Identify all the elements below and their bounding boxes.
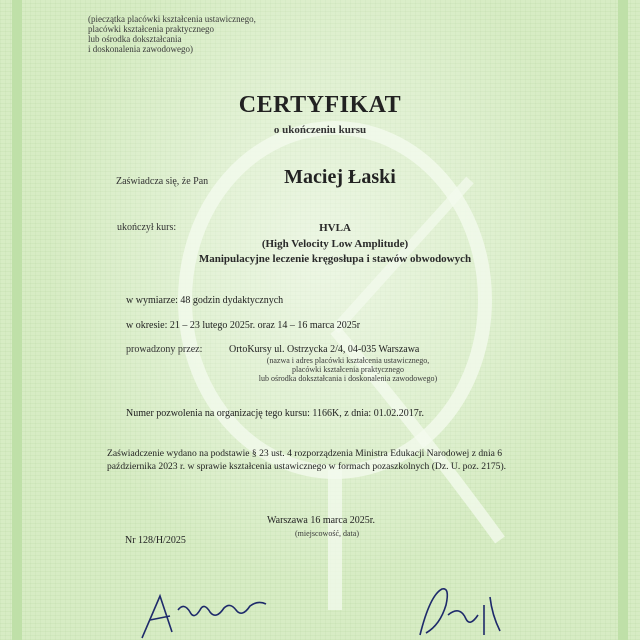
school-caption-line: lub ośrodka dokształcania <box>88 34 182 44</box>
period-line: w okresie: 21 – 23 lutego 2025r. oraz 14 – 16 marca 2025r <box>126 320 361 331</box>
completed-label: ukończył kurs: <box>117 222 177 233</box>
organizer-value: OrtoKursy ul. Ostrzycka 2/4, 04-035 Warszawa <box>229 344 420 355</box>
organizer-caption-line: (nazwa i adres placówki kształcenia ustawicznego, <box>266 356 430 365</box>
organizer-caption-line: placówki kształcenia praktycznego <box>292 365 404 374</box>
legal-basis-line: Zaświadczenie wydano na podstawie § 23 ust. 4 rozporządzenia Ministra Edukacji Narodowej z dnia 6 <box>107 448 503 459</box>
course-full-name: (High Velocity Low Amplitude) <box>261 238 409 250</box>
certificate-number: Nr 128/H/2025 <box>125 535 186 546</box>
place-date: Warszawa 16 marca 2025r. <box>267 515 376 526</box>
organizer-caption-line: lub ośrodka dokształcania i doskonalenia zawodowego) <box>258 374 438 383</box>
school-caption <box>88 14 256 54</box>
right-signature <box>400 575 510 640</box>
organizer-label: prowadzony przez: <box>126 344 203 355</box>
school-caption-line: (pieczątka placówki kształcenia ustawicznego, <box>88 14 256 24</box>
course-description: Manipulacyjne leczenie kręgosłupa i stawów obwodowych <box>198 253 472 265</box>
school-caption-line: placówki kształcenia praktycznego <box>88 24 214 34</box>
organizer-caption <box>0 356 640 383</box>
place-date-caption: (miejscowość, data) <box>295 529 359 538</box>
left-signature <box>120 580 280 640</box>
certificate-subtitle: o ukończeniu kursu <box>273 124 367 136</box>
permit-line: Numer pozwolenia na organizację tego kursu: 1166K, z dnia: 01.02.2017r. <box>126 408 424 419</box>
legal-basis-line: października 2023 r. w sprawie kształcenia ustawicznego w formach pozaszkolnych (Dz. U. poz. 2175). <box>107 461 507 472</box>
attest-label: Zaświadcza się, że Pan <box>116 176 209 187</box>
school-caption-line: i doskonalenia zawodowego) <box>88 44 193 54</box>
certificate-title: CERTYFIKAT <box>238 92 402 118</box>
course-code: HVLA <box>319 222 351 234</box>
hours-line: w wymiarze: 48 godzin dydaktycznych <box>126 295 284 306</box>
person-name: Maciej Łaski <box>284 166 396 188</box>
